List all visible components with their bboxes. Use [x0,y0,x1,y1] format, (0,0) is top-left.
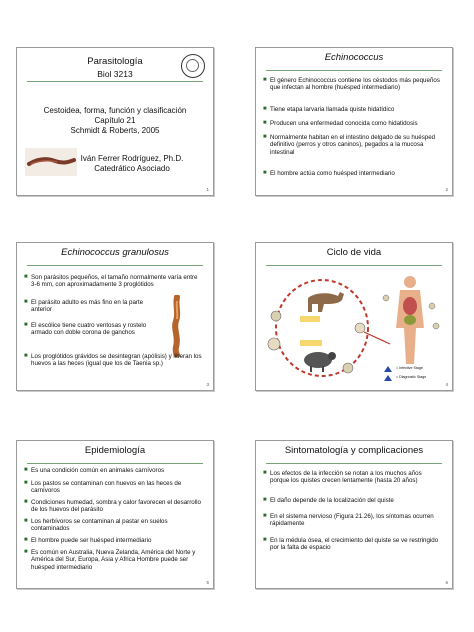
bullet-item: ■ Los herbívoros se contaminan al pastar en suelos contaminados [24,518,168,533]
bullet-item: ■ En la médula ósea, el crecimiento del quiste se ve restringido por la falta de espacio [263,537,439,552]
bullet-item: ■ El hombre puede ser huésped intermediario [24,537,152,544]
slide-title: Ciclo de vida [326,247,382,258]
slide-title: Parasitología [87,56,143,67]
tapeworm-photo-icon [163,295,191,357]
bullet-item: ■ El daño depende de la localización del quiste [263,497,394,504]
slide-5 [16,440,214,589]
title-rule [266,463,442,464]
author-title: Catedrático Asociado [94,164,170,173]
slide-2 [255,47,453,196]
bullet-item: ■ Normalmente habitan en el intestino delgado de su huésped definitivo (perros y otros caninos), pegados a la mucosa intestinal [263,134,436,156]
bullet-item: ■ El escólice tiene cuatro ventosas y rostelo armado con doble corona de ganchos [24,322,147,337]
slide-3 [16,242,214,391]
slide-number: 4 [445,382,448,387]
slide-number: 2 [445,187,448,192]
slide-number: 1 [206,187,209,192]
title-rule [27,265,203,266]
bullet-item: ■ El hombre actúa como huésped intermediario [263,170,395,177]
slide-title: Sintomatología y complicaciones [284,445,424,456]
subtitle-line: Capítulo 21 [94,116,136,125]
slide-number: 5 [206,580,209,585]
slide-4 [255,242,453,391]
title-rule [27,463,203,464]
bullet-item: ■ Condiciones humedad, sombra y calor favorecen el desarrollo de los huevos del parásito [24,499,201,514]
bullet-item: ■ Es una condición común en animales carnívoros [24,467,165,474]
slide-title: Echinococcus [324,52,384,63]
slide-title: Epidemiología [84,445,146,456]
bullet-item: ■ Producen una enfermedad conocida como hidatidosis [263,120,418,127]
slide-6 [255,440,453,589]
bullet-item: ■ El parásito adulto es más fino en la parte anterior [24,299,144,314]
subtitle-line: Cestoidea, forma, función y clasificación [43,106,187,115]
subtitle-line: Schmidt & Roberts, 2005 [70,126,160,135]
legend-diagnostic: = Diagnostic Stage [396,375,427,379]
bullet-item: ■ Los proglótidos grávidos se desintegran (apólisis) y liberan los huevos a las heces (igual que los de Taenia sp.) [24,353,202,368]
bullet-item: ■ Tiene etapa larvaria llamada quiste hidatídico [263,106,395,113]
course-code: Biol 3213 [97,69,133,79]
bullet-item: ■ Los pastos se contaminan con huevos en las heces de carnívoros [24,480,182,495]
author-name: Iván Ferrer Rodríguez, Ph.D. [80,154,184,163]
slide-number: 6 [445,580,448,585]
bullet-item: ■ Es común en Australia, Nueva Zelanda, América del Norte y América del Sur, Europa, Asia y Africa Hombre puede ser huésped intermediario [24,549,196,571]
slide-number: 3 [206,382,209,387]
bullet-item: ■ Los efectos de la infección se notan a los muchos años porque los quistes crecen lentamente (hasta 20 años) [263,470,422,485]
slide-1 [16,47,214,196]
title-rule [27,81,203,82]
bullet-item: ■ El género Echinococcus contiene los céstodos más pequeños que infectan al hombre (huésped intermediario) [263,77,440,92]
title-rule [266,70,442,71]
bullet-item: ■ Son parásitos pequeños, el tamaño normalmente varía entre 3-6 mm, con aproximadamente 3 proglótidos [24,274,198,289]
slide-title: Echinococcus granulosus [61,247,169,258]
legend-infective: = Infective Stage [396,366,423,370]
bullet-item: ■ En el sistema nervioso (Figura 21.26), los síntomas ocurren rápidamente [263,513,434,528]
title-rule [266,265,442,266]
